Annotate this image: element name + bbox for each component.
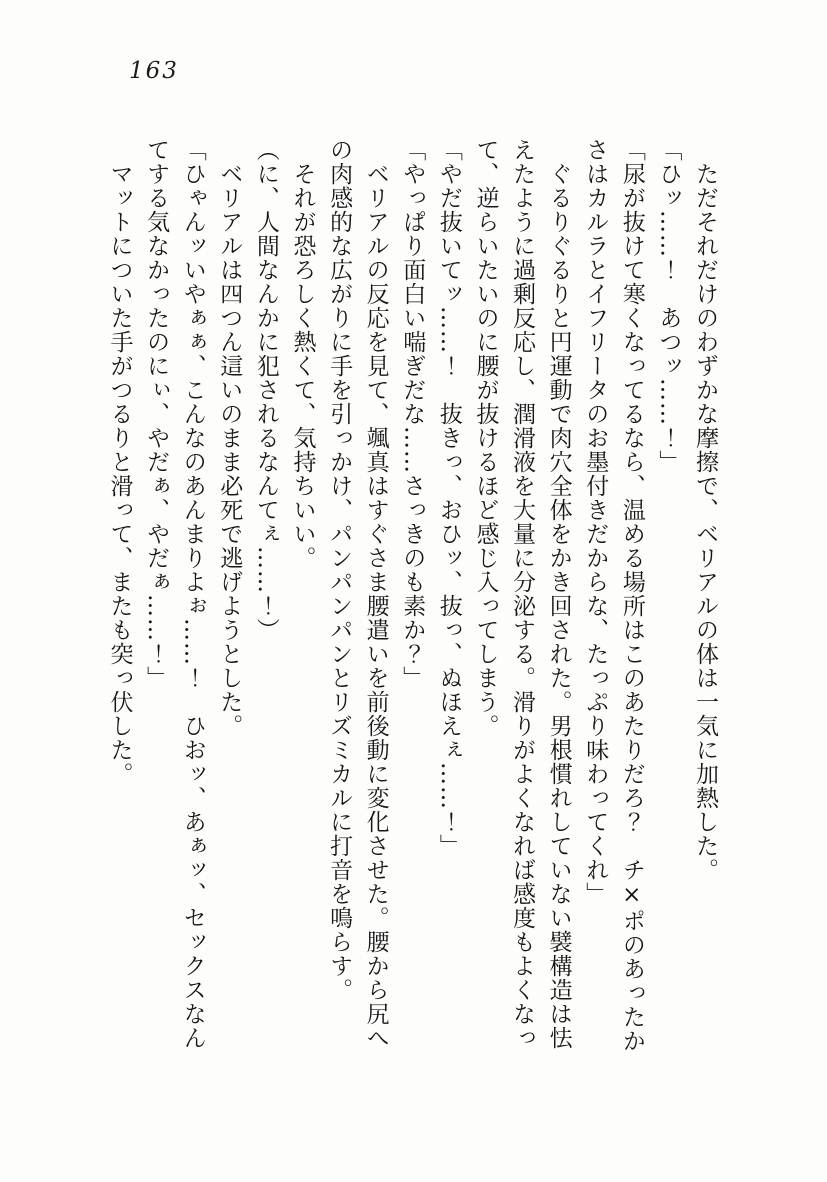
text-line: マットについた手がつるりと滑って、またも突っ伏した。 [106, 162, 133, 786]
text-line: ぐるりぐるりと円運動で肉穴全体をかき回された。男根慣れしていない襞構造は怯 [545, 162, 572, 1050]
text-line: てする気なかったのにぃ、やだぁ、やだぁ……！」 [143, 138, 170, 690]
text-line: 「尿が抜けて寒くなってるなら、温める場所はこのあたりだろ？ チ×ポのあったか [618, 138, 645, 1053]
text-line: 「やだ抜いてッ……！ 抜きっ、おひッ、抜っ、ぬほえぇ……！」 [435, 138, 462, 858]
text-line: て、逆らいたいのに腰が抜けるほど感じ入ってしまう。 [472, 138, 499, 738]
page-number: 163 [129, 58, 179, 84]
text-line: ベリアルの反応を見て、颯真はすぐさま腰遣いを前後動に変化させた。腰から尻へ [362, 162, 389, 1050]
text-line: ベリアルは四つん這いのまま必死で逃げようとした。 [216, 162, 243, 738]
text-block [101, 138, 723, 1060]
text-line: それが恐ろしく熱くて、気持ちいい。 [289, 162, 316, 570]
text-line: の肉感的な広がりに手を引っかけ、パンパンパンとリズミカルに打音を鳴らす。 [326, 138, 353, 1002]
text-line: （に、人間なんかに犯されるなんてぇ……！） [252, 138, 279, 642]
text-line: えたように過剰反応し、潤滑液を大量に分泌する。滑りがよくなれば感度もよくなっ [509, 138, 536, 1050]
text-line: 「やっぱり面白い喘ぎだな……さっきのも素か？」 [399, 138, 426, 690]
text-line: 「ひッ……！ あつッ……！」 [655, 138, 682, 474]
text-line: さはカルラとイフリータのお墨付きだからな、たっぷり味わってくれ」 [582, 138, 609, 906]
text-line: 「ひゃんッいやぁぁ、こんなのあんまりよぉ……！ ひおッ、あぁッ、セックスなん [179, 138, 206, 1050]
text-line: ただそれだけのわずかな摩擦で、ベリアルの体は一気に加熱した。 [692, 162, 718, 882]
